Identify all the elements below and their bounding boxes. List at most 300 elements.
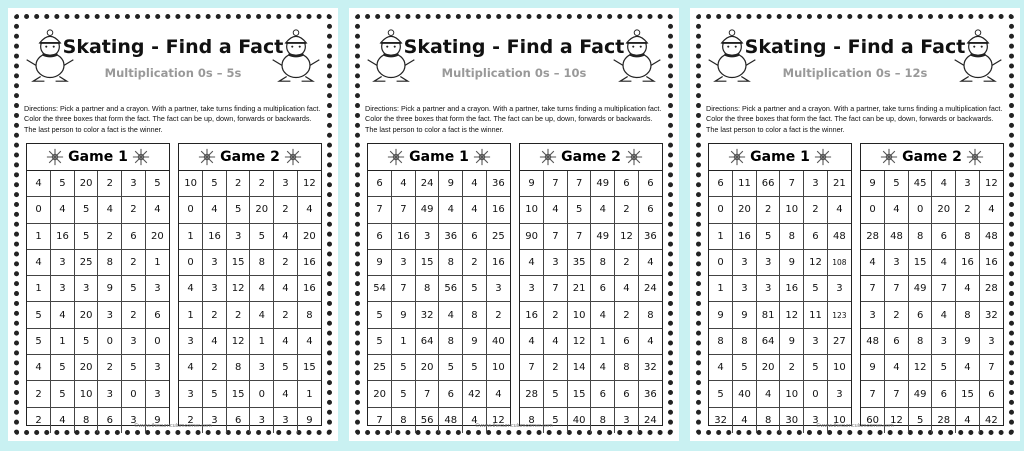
grid-cell[interactable]: 8 (591, 249, 615, 275)
grid-cell[interactable]: 8 (520, 407, 544, 433)
grid-cell[interactable]: 4 (979, 197, 1003, 223)
grid-cell[interactable]: 48 (827, 223, 851, 249)
grid-cell[interactable]: 16 (956, 249, 980, 275)
grid-cell[interactable]: 9 (297, 407, 321, 433)
grid-cell[interactable]: 8 (591, 407, 615, 433)
grid-cell[interactable]: 9 (98, 276, 122, 302)
grid-cell[interactable]: 12 (615, 223, 639, 249)
grid-cell[interactable]: 16 (780, 276, 804, 302)
grid-cell[interactable]: 4 (956, 355, 980, 381)
grid-cell[interactable]: 2 (274, 302, 298, 328)
grid-cell[interactable]: 5 (51, 381, 75, 407)
grid-cell[interactable]: 4 (591, 302, 615, 328)
grid-cell[interactable]: 2 (122, 249, 146, 275)
grid-cell[interactable]: 1 (27, 223, 51, 249)
grid-cell[interactable]: 3 (274, 407, 298, 433)
grid-cell[interactable]: 0 (98, 328, 122, 354)
grid-cell[interactable]: 2 (122, 302, 146, 328)
grid-cell[interactable]: 9 (145, 407, 169, 433)
grid-cell[interactable]: 8 (615, 355, 639, 381)
grid-cell[interactable]: 2 (956, 197, 980, 223)
grid-cell[interactable]: 3 (179, 328, 203, 354)
grid-cell[interactable]: 9 (780, 328, 804, 354)
grid-cell[interactable]: 35 (567, 249, 591, 275)
grid-cell[interactable]: 7 (544, 223, 568, 249)
grid-cell[interactable]: 2 (98, 223, 122, 249)
grid-cell[interactable]: 1 (591, 328, 615, 354)
grid-cell[interactable]: 25 (74, 249, 98, 275)
grid-cell[interactable]: 3 (226, 223, 250, 249)
grid-cell[interactable]: 5 (51, 355, 75, 381)
grid-cell[interactable]: 2 (780, 355, 804, 381)
grid-cell[interactable]: 8 (733, 328, 757, 354)
grid-cell[interactable]: 2 (274, 197, 298, 223)
grid-cell[interactable]: 3 (544, 249, 568, 275)
grid-cell[interactable]: 4 (544, 328, 568, 354)
grid-cell[interactable]: 48 (885, 223, 909, 249)
grid-cell[interactable]: 66 (756, 171, 780, 197)
grid-cell[interactable]: 20 (145, 223, 169, 249)
grid-cell[interactable]: 64 (415, 328, 439, 354)
grid-cell[interactable]: 1 (250, 328, 274, 354)
grid-cell[interactable]: 28 (861, 223, 885, 249)
grid-cell[interactable]: 3 (203, 407, 227, 433)
grid-cell[interactable]: 8 (297, 302, 321, 328)
grid-cell[interactable]: 5 (463, 355, 487, 381)
grid-cell[interactable]: 2 (615, 249, 639, 275)
grid-cell[interactable]: 108 (827, 249, 851, 275)
grid-cell[interactable]: 15 (297, 355, 321, 381)
grid-cell[interactable]: 7 (544, 171, 568, 197)
grid-cell[interactable]: 10 (74, 381, 98, 407)
grid-cell[interactable]: 4 (51, 197, 75, 223)
grid-cell[interactable]: 7 (368, 197, 392, 223)
grid-cell[interactable]: 5 (709, 381, 733, 407)
grid-cell[interactable]: 4 (520, 249, 544, 275)
grid-cell[interactable]: 5 (885, 171, 909, 197)
grid-cell[interactable]: 7 (567, 171, 591, 197)
grid-cell[interactable]: 3 (122, 171, 146, 197)
grid-cell[interactable]: 4 (98, 197, 122, 223)
grid-cell[interactable]: 11 (804, 302, 828, 328)
grid-cell[interactable]: 4 (638, 249, 662, 275)
grid-cell[interactable]: 3 (486, 276, 510, 302)
grid-cell[interactable]: 4 (885, 197, 909, 223)
grid-cell[interactable]: 3 (804, 328, 828, 354)
grid-cell[interactable]: 2 (179, 407, 203, 433)
grid-cell[interactable]: 6 (638, 171, 662, 197)
grid-cell[interactable]: 24 (638, 407, 662, 433)
grid-cell[interactable]: 5 (463, 276, 487, 302)
grid-cell[interactable]: 3 (51, 249, 75, 275)
grid-cell[interactable]: 4 (520, 328, 544, 354)
grid-cell[interactable]: 0 (27, 197, 51, 223)
grid-cell[interactable]: 8 (226, 355, 250, 381)
grid-cell[interactable]: 10 (486, 355, 510, 381)
grid-cell[interactable]: 7 (861, 276, 885, 302)
grid-cell[interactable]: 5 (368, 328, 392, 354)
grid-cell[interactable]: 7 (392, 197, 416, 223)
grid-cell[interactable]: 20 (74, 302, 98, 328)
grid-cell[interactable]: 7 (368, 407, 392, 433)
grid-cell[interactable]: 4 (27, 355, 51, 381)
grid-cell[interactable]: 7 (520, 355, 544, 381)
grid-cell[interactable]: 16 (297, 276, 321, 302)
grid-cell[interactable]: 7 (567, 223, 591, 249)
grid-cell[interactable]: 2 (486, 302, 510, 328)
grid-cell[interactable]: 54 (368, 276, 392, 302)
grid-cell[interactable]: 10 (780, 197, 804, 223)
grid-cell[interactable]: 10 (827, 407, 851, 433)
grid-cell[interactable]: 0 (250, 381, 274, 407)
grid-cell[interactable]: 5 (226, 197, 250, 223)
grid-cell[interactable]: 0 (709, 249, 733, 275)
grid-cell[interactable]: 49 (908, 276, 932, 302)
grid-cell[interactable]: 3 (203, 249, 227, 275)
grid-cell[interactable]: 42 (979, 407, 1003, 433)
grid-cell[interactable]: 24 (638, 276, 662, 302)
grid-cell[interactable]: 3 (122, 328, 146, 354)
grid-cell[interactable]: 7 (415, 381, 439, 407)
grid-cell[interactable]: 123 (827, 302, 851, 328)
grid-cell[interactable]: 25 (368, 355, 392, 381)
grid-cell[interactable]: 3 (145, 276, 169, 302)
grid-cell[interactable]: 32 (638, 355, 662, 381)
grid-cell[interactable]: 7 (932, 276, 956, 302)
grid-cell[interactable]: 2 (544, 355, 568, 381)
grid-cell[interactable]: 9 (439, 171, 463, 197)
grid-cell[interactable]: 64 (756, 328, 780, 354)
grid-cell[interactable]: 12 (885, 407, 909, 433)
grid-cell[interactable]: 12 (226, 328, 250, 354)
grid-cell[interactable]: 42 (463, 381, 487, 407)
grid-cell[interactable]: 9 (520, 171, 544, 197)
grid-cell[interactable]: 30 (780, 407, 804, 433)
grid-cell[interactable]: 16 (486, 197, 510, 223)
grid-cell[interactable]: 4 (439, 197, 463, 223)
grid-cell[interactable]: 6 (932, 381, 956, 407)
grid-cell[interactable]: 12 (804, 249, 828, 275)
grid-cell[interactable]: 6 (638, 197, 662, 223)
grid-cell[interactable]: 2 (804, 197, 828, 223)
grid-cell[interactable]: 0 (908, 197, 932, 223)
grid-cell[interactable]: 4 (439, 302, 463, 328)
grid-cell[interactable]: 49 (908, 381, 932, 407)
grid-cell[interactable]: 15 (567, 381, 591, 407)
grid-cell[interactable]: 5 (122, 355, 146, 381)
grid-cell[interactable]: 2 (756, 197, 780, 223)
grid-cell[interactable]: 4 (274, 276, 298, 302)
grid-cell[interactable]: 6 (709, 171, 733, 197)
grid-cell[interactable]: 9 (733, 302, 757, 328)
grid-cell[interactable]: 28 (520, 381, 544, 407)
grid-cell[interactable]: 6 (226, 407, 250, 433)
grid-cell[interactable]: 5 (74, 328, 98, 354)
grid-cell[interactable]: 0 (709, 197, 733, 223)
grid-cell[interactable]: 48 (439, 407, 463, 433)
grid-cell[interactable]: 20 (297, 223, 321, 249)
grid-cell[interactable]: 20 (932, 197, 956, 223)
grid-cell[interactable]: 9 (780, 249, 804, 275)
grid-cell[interactable]: 16 (979, 249, 1003, 275)
grid-cell[interactable]: 1 (51, 328, 75, 354)
grid-cell[interactable]: 5 (51, 171, 75, 197)
grid-cell[interactable]: 2 (203, 302, 227, 328)
grid-cell[interactable]: 4 (51, 407, 75, 433)
grid-cell[interactable]: 4 (297, 197, 321, 223)
grid-cell[interactable]: 6 (932, 223, 956, 249)
grid-cell[interactable]: 1 (179, 223, 203, 249)
grid-cell[interactable]: 12 (780, 302, 804, 328)
grid-cell[interactable]: 7 (780, 171, 804, 197)
grid-cell[interactable]: 15 (908, 249, 932, 275)
grid-cell[interactable]: 90 (520, 223, 544, 249)
grid-cell[interactable]: 8 (908, 328, 932, 354)
grid-cell[interactable]: 15 (226, 249, 250, 275)
grid-cell[interactable]: 0 (122, 381, 146, 407)
grid-cell[interactable]: 8 (709, 328, 733, 354)
grid-cell[interactable]: 10 (567, 302, 591, 328)
grid-cell[interactable]: 4 (274, 381, 298, 407)
grid-cell[interactable]: 4 (638, 328, 662, 354)
grid-cell[interactable]: 5 (392, 355, 416, 381)
grid-cell[interactable]: 3 (979, 328, 1003, 354)
grid-cell[interactable]: 2 (274, 249, 298, 275)
grid-cell[interactable]: 21 (827, 171, 851, 197)
grid-cell[interactable]: 20 (74, 171, 98, 197)
grid-cell[interactable]: 4 (591, 355, 615, 381)
grid-cell[interactable]: 9 (956, 328, 980, 354)
grid-cell[interactable]: 4 (297, 328, 321, 354)
grid-cell[interactable]: 3 (98, 381, 122, 407)
grid-cell[interactable]: 5 (274, 355, 298, 381)
grid-cell[interactable]: 3 (179, 381, 203, 407)
grid-cell[interactable]: 9 (861, 355, 885, 381)
grid-cell[interactable]: 2 (615, 197, 639, 223)
grid-cell[interactable]: 6 (463, 223, 487, 249)
grid-cell[interactable]: 6 (591, 381, 615, 407)
grid-cell[interactable]: 8 (956, 302, 980, 328)
grid-cell[interactable]: 4 (827, 197, 851, 223)
grid-cell[interactable]: 6 (979, 381, 1003, 407)
grid-cell[interactable]: 6 (145, 302, 169, 328)
grid-cell[interactable]: 3 (733, 249, 757, 275)
grid-cell[interactable]: 4 (27, 249, 51, 275)
grid-cell[interactable]: 11 (733, 171, 757, 197)
grid-cell[interactable]: 27 (827, 328, 851, 354)
grid-cell[interactable]: 0 (145, 328, 169, 354)
grid-cell[interactable]: 49 (415, 197, 439, 223)
grid-cell[interactable]: 2 (463, 249, 487, 275)
grid-cell[interactable]: 56 (415, 407, 439, 433)
grid-cell[interactable]: 32 (415, 302, 439, 328)
grid-cell[interactable]: 6 (804, 223, 828, 249)
grid-cell[interactable]: 10 (780, 381, 804, 407)
grid-cell[interactable]: 5 (733, 355, 757, 381)
grid-cell[interactable]: 8 (98, 249, 122, 275)
grid-cell[interactable]: 3 (98, 302, 122, 328)
grid-cell[interactable]: 5 (804, 276, 828, 302)
grid-cell[interactable]: 4 (250, 276, 274, 302)
grid-cell[interactable]: 1 (27, 276, 51, 302)
grid-cell[interactable]: 8 (74, 407, 98, 433)
grid-cell[interactable]: 3 (74, 276, 98, 302)
grid-cell[interactable]: 4 (861, 249, 885, 275)
grid-cell[interactable]: 16 (520, 302, 544, 328)
grid-cell[interactable]: 16 (297, 249, 321, 275)
grid-cell[interactable]: 4 (956, 407, 980, 433)
grid-cell[interactable]: 12 (908, 355, 932, 381)
grid-cell[interactable]: 4 (709, 355, 733, 381)
grid-cell[interactable]: 2 (98, 171, 122, 197)
grid-cell[interactable]: 2 (544, 302, 568, 328)
grid-cell[interactable]: 7 (861, 381, 885, 407)
grid-cell[interactable]: 21 (567, 276, 591, 302)
grid-cell[interactable]: 10 (827, 355, 851, 381)
grid-cell[interactable]: 6 (885, 328, 909, 354)
grid-cell[interactable]: 12 (979, 171, 1003, 197)
grid-cell[interactable]: 4 (544, 197, 568, 223)
grid-cell[interactable]: 8 (908, 223, 932, 249)
grid-cell[interactable]: 60 (861, 407, 885, 433)
grid-cell[interactable]: 4 (179, 276, 203, 302)
grid-cell[interactable]: 3 (250, 355, 274, 381)
grid-cell[interactable]: 0 (179, 197, 203, 223)
grid-cell[interactable]: 20 (756, 355, 780, 381)
grid-cell[interactable]: 15 (415, 249, 439, 275)
grid-cell[interactable]: 6 (368, 223, 392, 249)
grid-cell[interactable]: 36 (486, 171, 510, 197)
grid-cell[interactable]: 4 (756, 381, 780, 407)
grid-cell[interactable]: 20 (415, 355, 439, 381)
grid-cell[interactable]: 5 (74, 197, 98, 223)
grid-cell[interactable]: 3 (756, 249, 780, 275)
grid-cell[interactable]: 16 (733, 223, 757, 249)
grid-cell[interactable]: 3 (733, 276, 757, 302)
grid-cell[interactable]: 4 (51, 302, 75, 328)
grid-cell[interactable]: 5 (932, 355, 956, 381)
grid-cell[interactable]: 10 (520, 197, 544, 223)
grid-cell[interactable]: 3 (861, 302, 885, 328)
grid-cell[interactable]: 56 (439, 276, 463, 302)
grid-cell[interactable]: 4 (274, 328, 298, 354)
grid-cell[interactable]: 36 (638, 223, 662, 249)
grid-cell[interactable]: 6 (591, 276, 615, 302)
grid-cell[interactable]: 8 (392, 407, 416, 433)
grid-cell[interactable]: 6 (439, 381, 463, 407)
grid-cell[interactable]: 20 (368, 381, 392, 407)
grid-cell[interactable]: 5 (74, 223, 98, 249)
grid-cell[interactable]: 4 (932, 302, 956, 328)
grid-cell[interactable]: 3 (145, 381, 169, 407)
grid-cell[interactable]: 4 (250, 302, 274, 328)
grid-cell[interactable]: 15 (226, 381, 250, 407)
grid-cell[interactable]: 4 (486, 381, 510, 407)
grid-cell[interactable]: 25 (486, 223, 510, 249)
grid-cell[interactable]: 15 (956, 381, 980, 407)
grid-cell[interactable]: 5 (756, 223, 780, 249)
grid-cell[interactable]: 36 (638, 381, 662, 407)
grid-cell[interactable]: 5 (27, 302, 51, 328)
grid-cell[interactable]: 5 (544, 407, 568, 433)
grid-cell[interactable]: 9 (368, 249, 392, 275)
grid-cell[interactable]: 48 (979, 223, 1003, 249)
grid-cell[interactable]: 14 (567, 355, 591, 381)
grid-cell[interactable]: 9 (392, 302, 416, 328)
grid-cell[interactable]: 6 (98, 407, 122, 433)
grid-cell[interactable]: 2 (27, 407, 51, 433)
grid-cell[interactable]: 0 (861, 197, 885, 223)
grid-cell[interactable]: 81 (756, 302, 780, 328)
grid-cell[interactable]: 49 (591, 171, 615, 197)
grid-cell[interactable]: 8 (439, 249, 463, 275)
grid-cell[interactable]: 4 (956, 276, 980, 302)
grid-cell[interactable]: 5 (27, 328, 51, 354)
grid-cell[interactable]: 4 (885, 355, 909, 381)
grid-cell[interactable]: 2 (226, 302, 250, 328)
grid-cell[interactable]: 3 (827, 381, 851, 407)
grid-cell[interactable]: 3 (145, 355, 169, 381)
grid-cell[interactable]: 5 (804, 355, 828, 381)
grid-cell[interactable]: 2 (122, 197, 146, 223)
grid-cell[interactable]: 1 (297, 381, 321, 407)
grid-cell[interactable]: 4 (591, 197, 615, 223)
grid-cell[interactable]: 8 (638, 302, 662, 328)
grid-cell[interactable]: 4 (463, 171, 487, 197)
grid-cell[interactable]: 6 (368, 171, 392, 197)
grid-cell[interactable]: 5 (203, 381, 227, 407)
grid-cell[interactable]: 16 (392, 223, 416, 249)
grid-cell[interactable]: 3 (203, 276, 227, 302)
grid-cell[interactable]: 40 (567, 407, 591, 433)
grid-cell[interactable]: 4 (932, 249, 956, 275)
grid-cell[interactable]: 3 (932, 328, 956, 354)
grid-cell[interactable]: 5 (439, 355, 463, 381)
grid-cell[interactable]: 5 (392, 381, 416, 407)
grid-cell[interactable]: 6 (122, 223, 146, 249)
grid-cell[interactable]: 2 (885, 302, 909, 328)
grid-cell[interactable]: 5 (544, 381, 568, 407)
grid-cell[interactable]: 4 (463, 197, 487, 223)
grid-cell[interactable]: 2 (27, 381, 51, 407)
grid-cell[interactable]: 4 (27, 171, 51, 197)
grid-cell[interactable]: 9 (709, 302, 733, 328)
grid-cell[interactable]: 5 (567, 197, 591, 223)
grid-cell[interactable]: 5 (908, 407, 932, 433)
grid-cell[interactable]: 40 (733, 381, 757, 407)
grid-cell[interactable]: 6 (615, 381, 639, 407)
grid-cell[interactable]: 2 (226, 171, 250, 197)
grid-cell[interactable]: 4 (203, 328, 227, 354)
grid-cell[interactable]: 7 (544, 276, 568, 302)
grid-cell[interactable]: 3 (804, 171, 828, 197)
grid-cell[interactable]: 8 (415, 276, 439, 302)
grid-cell[interactable]: 48 (861, 328, 885, 354)
grid-cell[interactable]: 6 (908, 302, 932, 328)
grid-cell[interactable]: 2 (615, 302, 639, 328)
grid-cell[interactable]: 6 (615, 171, 639, 197)
grid-cell[interactable]: 1 (179, 302, 203, 328)
grid-cell[interactable]: 3 (415, 223, 439, 249)
grid-cell[interactable]: 4 (392, 171, 416, 197)
grid-cell[interactable]: 3 (274, 171, 298, 197)
grid-cell[interactable]: 5 (203, 171, 227, 197)
grid-cell[interactable]: 4 (615, 276, 639, 302)
grid-cell[interactable]: 3 (956, 171, 980, 197)
grid-cell[interactable]: 12 (486, 407, 510, 433)
grid-cell[interactable]: 3 (122, 407, 146, 433)
grid-cell[interactable]: 32 (709, 407, 733, 433)
